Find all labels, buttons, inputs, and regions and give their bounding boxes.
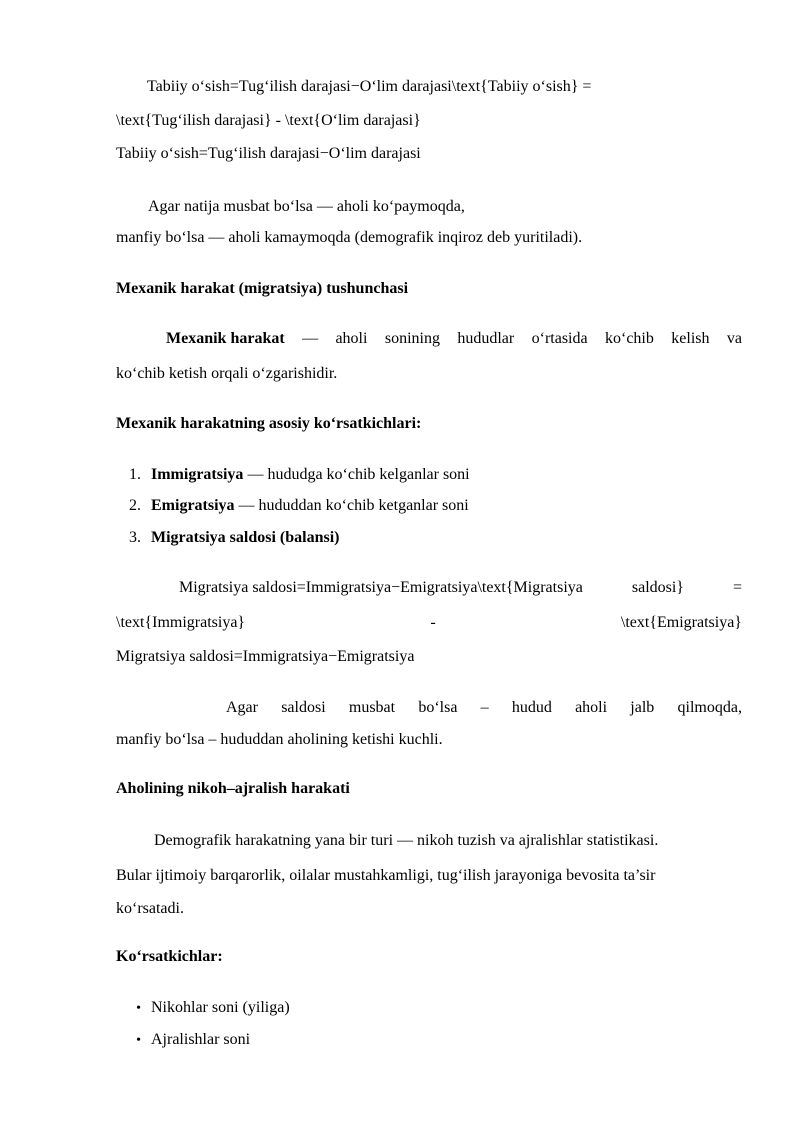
word: – — [480, 699, 489, 716]
list-text: Ajralishlar soni — [151, 1031, 251, 1048]
paragraph-line — [166, 329, 742, 349]
list-item — [119, 465, 470, 485]
section-heading: Mexanik harakat (migratsiya) tushunchasi — [116, 280, 409, 297]
formula-part: = — [732, 579, 742, 596]
word: hudud — [511, 699, 552, 716]
list-number: 1. — [129, 466, 141, 483]
formula-part: \text{Immigratsiya} — [116, 614, 246, 631]
word: kelish — [671, 330, 710, 347]
paragraph-line: Demografik harakatning yana bir turi — nikoh tuzish va ajralishlar statistikasi. — [154, 832, 659, 849]
paragraph-line: manfiy bo‘lsa – hududdan aholining ketishi kuchli. — [116, 731, 443, 748]
word: musbat — [348, 699, 396, 716]
word: qilmoqda, — [677, 699, 742, 716]
list-term: Emigratsiya — [151, 497, 235, 514]
list-desc: — hududdan ko‘chib ketganlar soni — [234, 497, 469, 514]
word: jalb — [630, 699, 655, 716]
word: Agar — [226, 699, 258, 716]
list-item — [119, 528, 339, 548]
word: aholi — [335, 330, 368, 347]
section-heading: Aholining nikoh–ajralish harakati — [116, 780, 350, 797]
formula-part: - — [430, 614, 436, 631]
bullet-icon: • — [136, 1033, 141, 1048]
word: hududlar — [457, 330, 515, 347]
word: ko‘chib — [605, 330, 654, 347]
formula-line: Migratsiya saldosi=Immigratsiya−Emigratsiya — [116, 648, 415, 665]
paragraph-line: Bular ijtimoiy barqarorlik, oilalar mustahkamligi, tug‘ilish jarayoniga bevosita ta’sir — [116, 867, 656, 884]
paragraph-line: ko‘rsatadi. — [116, 900, 184, 917]
list-text: Nikohlar soni (yiliga) — [151, 999, 290, 1016]
paragraph-line: ko‘chib ketish orqali o‘zgarishidir. — [116, 365, 338, 382]
paragraph-line — [226, 698, 742, 718]
list-item — [119, 1030, 250, 1051]
list-item — [119, 998, 290, 1019]
word: aholi — [575, 699, 608, 716]
word: sonining — [384, 330, 440, 347]
word: bo‘lsa — [418, 699, 458, 716]
formula-line — [116, 613, 742, 633]
formula-line: \text{Tug‘ilish darajasi} - \text{O‘lim darajasi} — [116, 112, 421, 129]
bullet-icon: • — [136, 1001, 141, 1016]
list-item — [119, 496, 469, 516]
formula-part: Migratsiya saldosi=Immigratsiya−Emigratsiya\text{Migratsiya — [179, 579, 583, 596]
formula-part: saldosi} — [631, 579, 684, 596]
list-number: 2. — [129, 497, 141, 514]
word: — — [302, 330, 319, 347]
paragraph-line: manfiy bo‘lsa — aholi kamaymoqda (demografik inqiroz deb yuritiladi). — [116, 229, 583, 246]
list-desc: — hududga ko‘chib kelganlar soni — [243, 466, 470, 483]
formula-line — [179, 578, 742, 598]
formula-line: Tabiiy o‘sish=Tug‘ilish darajasi−O‘lim darajasi\text{Tabiiy o‘sish} = — [147, 78, 592, 95]
list-term: Immigratsiya — [151, 466, 244, 483]
term-bold: Mexanik harakat — [166, 330, 285, 347]
word: va — [726, 330, 742, 347]
section-heading: Mexanik harakatning asosiy ko‘rsatkichlari: — [116, 415, 422, 432]
section-heading: Ko‘rsatkichlar: — [116, 948, 223, 965]
list-term: Migratsiya saldosi (balansi) — [151, 529, 340, 546]
list-number: 3. — [129, 529, 141, 546]
formula-line: Tabiiy o‘sish=Tug‘ilish darajasi−O‘lim darajasi — [116, 145, 421, 162]
paragraph-line: Agar natija musbat bo‘lsa — aholi ko‘paymoqda, — [148, 198, 465, 215]
word: o‘rtasida — [531, 330, 588, 347]
formula-part: \text{Emigratsiya} — [620, 614, 742, 631]
word: saldosi — [281, 699, 326, 716]
